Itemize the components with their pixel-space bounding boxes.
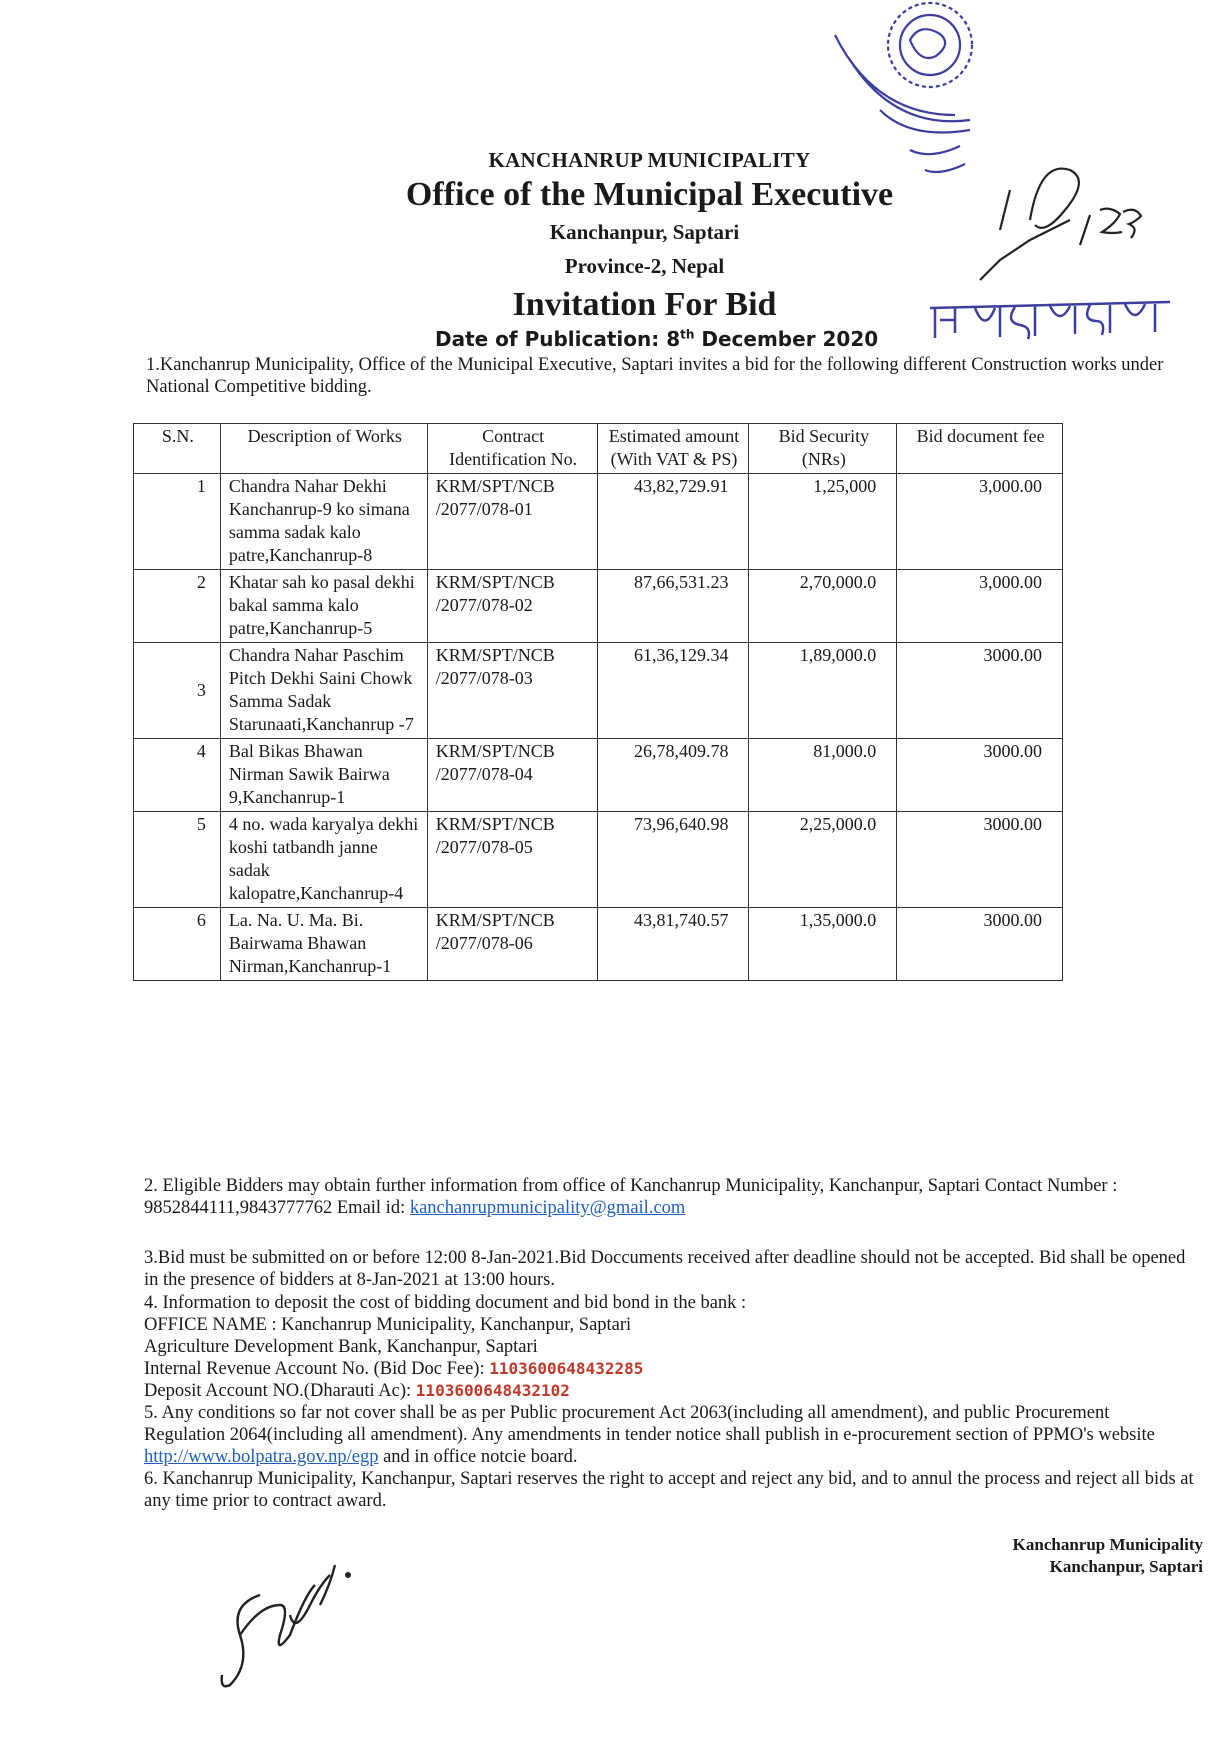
header-bid-document-fee: Bid document fee [897, 424, 1063, 474]
intro-paragraph: 1.Kanchanrup Municipality, Office of the Municipal Executive, Saptari invites a bid for the following different Construction works under National Competitive bidding. [146, 355, 1164, 397]
cell-bid-security: 2,70,000.0 [749, 570, 897, 643]
cell-sn: 2 [134, 570, 221, 643]
cell-bid-security: 1,89,000.0 [749, 643, 897, 739]
address-line-2: Province-2, Nepal [564, 254, 725, 278]
header-sn: S.N. [134, 424, 221, 474]
table-row [134, 474, 1063, 570]
signature-municipality: Kanchanrup Municipality [1012, 1535, 1203, 1554]
bank-name-line: Agriculture Development Bank, Kanchanpur, Saptari [144, 1337, 538, 1357]
cell-doc-fee: 3000.00 [897, 908, 1063, 981]
bid-table [133, 423, 1063, 981]
cell-estimated: 43,82,729.91 [597, 474, 749, 570]
cell-sn: 4 [134, 739, 221, 812]
cell-contract-id: KRM/SPT/NCB /2077/078-04 [427, 739, 597, 812]
cell-sn: 6 [134, 908, 221, 981]
paragraph-conditions: 5. Any conditions so far not cover shall be as per Public procurement Act 2063(including all amendment), and public Procurement Regulation 2064(including all amendment). Any amendments in tender notice shall publish in e-procurement section of PPMO's website http://www.bolpatra.gov.np/egp and in office notcie board. [144, 1403, 1155, 1467]
cell-bid-security: 1,25,000 [749, 474, 897, 570]
revenue-account-line: Internal Revenue Account No. (Bid Doc Fee): 1103600648432285 [144, 1359, 644, 1379]
table-row [134, 570, 1063, 643]
signature-block [1013, 1534, 1203, 1578]
cell-bid-security: 1,35,000.0 [749, 908, 897, 981]
address-line-1: Kanchanpur, Saptari [549, 220, 740, 244]
header-contract-id: Contract Identification No. [427, 424, 597, 474]
cell-doc-fee: 3000.00 [897, 739, 1063, 812]
paragraph-rights-reserved: 6. Kanchanrup Municipality, Kanchanpur, Saptari reserves the right to accept and reject any bid, and to annul the process and reject all bids at any time prior to contract award. [144, 1469, 1194, 1511]
cell-doc-fee: 3,000.00 [897, 474, 1063, 570]
cell-sn: 1 [134, 474, 221, 570]
cell-estimated: 73,96,640.98 [597, 812, 749, 908]
cell-estimated: 87,66,531.23 [597, 570, 749, 643]
cell-contract-id: KRM/SPT/NCB /2077/078-03 [427, 643, 597, 739]
cell-contract-id: KRM/SPT/NCB /2077/078-05 [427, 812, 597, 908]
cell-sn: 3 [134, 643, 221, 739]
office-title: Office of the Municipal Executive [405, 176, 894, 213]
header-description: Description of Works [220, 424, 427, 474]
deposit-account-line: Deposit Account NO.(Dharauti Ac): 1103600648432102 [144, 1381, 570, 1401]
cell-contract-id: KRM/SPT/NCB /2077/078-01 [427, 474, 597, 570]
table-row [134, 643, 1063, 739]
deposit-account-number: 1103600648432102 [415, 1381, 570, 1400]
table-row [134, 908, 1063, 981]
paragraph-contact-info: 2. Eligible Bidders may obtain further information from office of Kanchanrup Municipality, Kanchanpur, Saptari Contact Number : 9852844111,9843777762 Email id: kanchanrupmunicipality@gmail.com [144, 1176, 1118, 1218]
bank-info-heading: 4. Information to deposit the cost of bidding document and bid bond in the bank : [144, 1293, 747, 1313]
cell-description: Khatar sah ko pasal dekhi bakal samma kalo patre,Kanchanrup-5 [220, 570, 427, 643]
paragraph-bank-info [144, 1292, 1194, 1512]
revenue-account-number: 1103600648432285 [489, 1359, 644, 1378]
cell-bid-security: 2,25,000.0 [749, 812, 897, 908]
paragraph-submission-deadline: 3.Bid must be submitted on or before 12:00 8-Jan-2021.Bid Doccuments received after deadline should not be accepted. Bid shall be opened in the presence of bidders at 8-Jan-2021 at 13:00 hours. [144, 1248, 1186, 1290]
cell-contract-id: KRM/SPT/NCB /2077/078-02 [427, 570, 597, 643]
notice-title: Invitation For Bid [512, 286, 777, 323]
cell-doc-fee: 3000.00 [897, 812, 1063, 908]
cell-sn: 5 [134, 812, 221, 908]
signature-address: Kanchanpur, Saptari [1049, 1557, 1203, 1576]
office-name-line: OFFICE NAME : Kanchanrup Municipality, Kanchanpur, Saptari [144, 1315, 632, 1335]
header-estimated-amount: Estimated amount (With VAT & PS) [597, 424, 749, 474]
cell-description: Bal Bikas Bhawan Nirman Sawik Bairwa 9,Kanchanrup-1 [220, 739, 427, 812]
header-bid-security: Bid Security (NRs) [749, 424, 897, 474]
municipality-name: KANCHANRUP MUNICIPALITY [488, 148, 811, 172]
cell-doc-fee: 3,000.00 [897, 570, 1063, 643]
cell-estimated: 26,78,409.78 [597, 739, 749, 812]
cell-contract-id: KRM/SPT/NCB /2077/078-06 [427, 908, 597, 981]
cell-description: Chandra Nahar Dekhi Kanchanrup-9 ko simana samma sadak kalo patre,Kanchanrup-8 [220, 474, 427, 570]
cell-doc-fee: 3000.00 [897, 643, 1063, 739]
table-row [134, 812, 1063, 908]
cell-description: 4 no. wada karyalya dekhi koshi tatbandh janne sadak kalopatre,Kanchanrup-4 [220, 812, 427, 908]
table-row [134, 739, 1063, 812]
publication-date: Date of Publication: 8th December 2020 [435, 327, 879, 351]
cell-estimated: 43,81,740.57 [597, 908, 749, 981]
handwritten-signature [220, 1555, 380, 1695]
cell-description: La. Na. U. Ma. Bi. Bairwama Bhawan Nirman,Kanchanrup-1 [220, 908, 427, 981]
cell-description: Chandra Nahar Paschim Pitch Dekhi Saini Chowk Samma Sadak Starunaati,Kanchanrup -7 [220, 643, 427, 739]
email-link[interactable]: kanchanrupmunicipality@gmail.com [409, 1198, 686, 1218]
bolpatra-link[interactable]: http://www.bolpatra.gov.np/egp [144, 1447, 379, 1467]
table-header-row [134, 424, 1063, 474]
cell-estimated: 61,36,129.34 [597, 643, 749, 739]
cell-bid-security: 81,000.0 [749, 739, 897, 812]
